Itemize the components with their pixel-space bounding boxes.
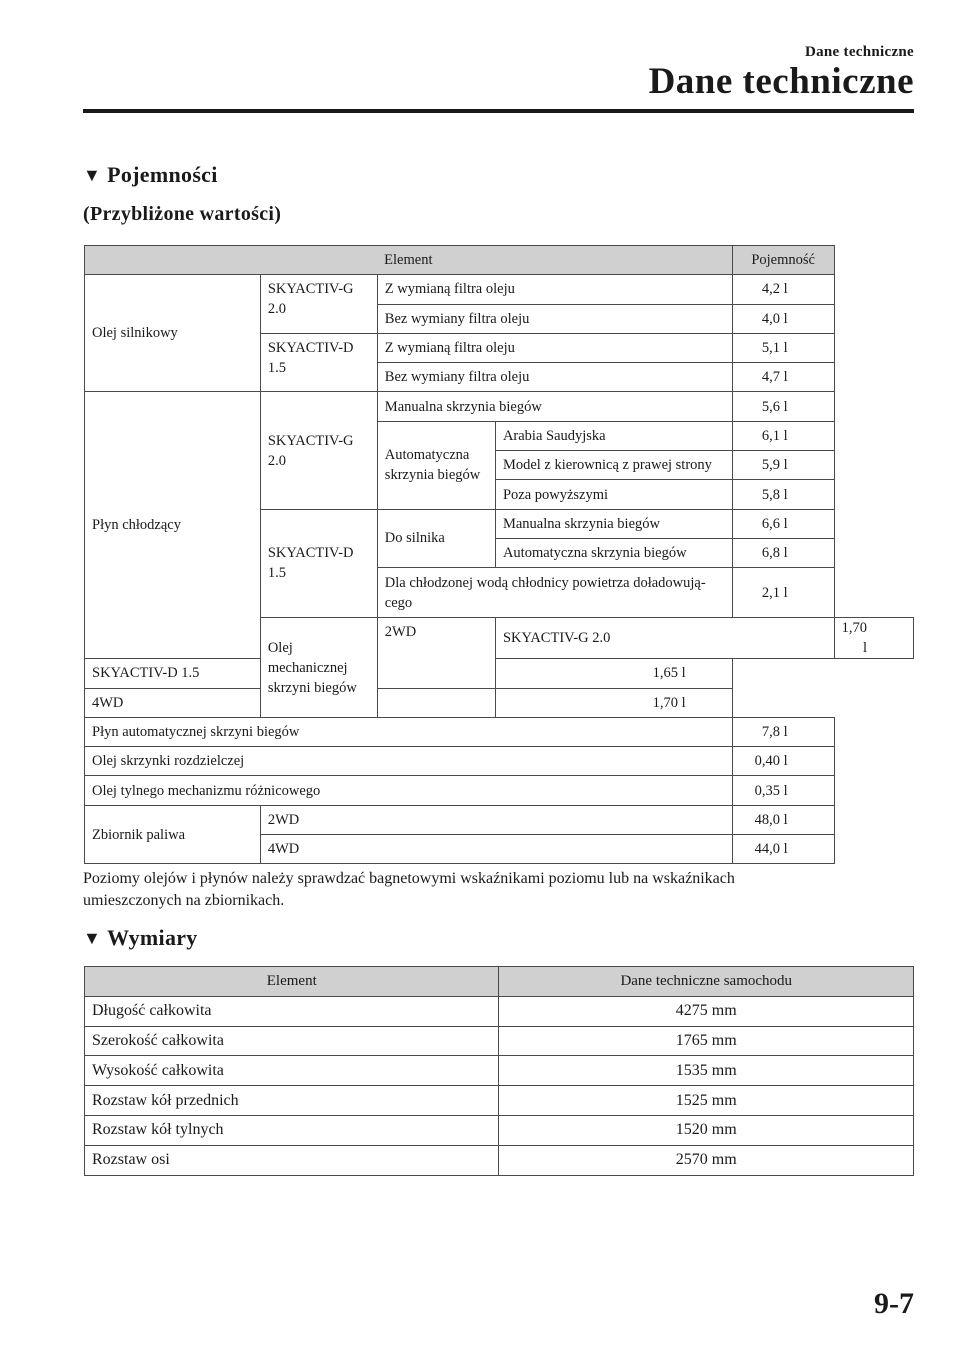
coolant-rhd-value: 5,9 l	[732, 451, 834, 480]
coolant-manual: Manualna skrzynia biegów	[377, 392, 732, 421]
coolant-saudi: Arabia Saudyjska	[495, 421, 732, 450]
coolant-engine: Do silnika	[377, 509, 495, 568]
dimensions-table	[84, 966, 914, 1176]
table-row	[85, 1145, 914, 1175]
engine-oil-d-without-value: 4,7 l	[732, 363, 834, 392]
table-row	[85, 392, 914, 421]
coolant-d-manual: Manualna skrzynia biegów	[495, 509, 732, 538]
dim-label: Wysokość całkowita	[85, 1056, 499, 1086]
engine-oil-d-with-filter: Z wymianą filtra oleju	[377, 333, 732, 362]
manual-trans-g-value: 1,70 l	[834, 618, 913, 659]
table-row	[85, 996, 914, 1026]
rear-diff-label: Olej tylnego mechanizmu różnicowego	[85, 776, 733, 805]
transfer-value: 0,40 l	[732, 747, 834, 776]
coolant-rhd: Model z kierownicą z prawej strony	[495, 451, 732, 480]
coolant-other-value: 5,8 l	[732, 480, 834, 509]
running-header-title: Dane techniczne	[648, 61, 914, 102]
triangle-bullet-icon: ▼	[83, 165, 102, 185]
dim-label: Szerokość całkowita	[85, 1026, 499, 1056]
coolant-d15: SKYACTIV-D 1.5	[260, 509, 377, 618]
table-row	[85, 688, 914, 717]
engine-oil-d15: SKYACTIV-D 1.5	[260, 333, 377, 392]
engine-oil-g20: SKYACTIV-G 2.0	[260, 275, 377, 334]
table-row	[85, 659, 914, 688]
fuel-4wd-value: 44,0 l	[732, 835, 834, 864]
engine-oil-with-filter: Z wymianą filtra oleju	[377, 275, 732, 304]
coolant-other: Poza powyższymi	[495, 480, 732, 509]
coolant-intercooler: Dla chłodzonej wodą chłodnicy powietrza doładowują- cego	[377, 568, 732, 618]
manual-trans-d: SKYACTIV-D 1.5	[85, 659, 378, 688]
table-row	[85, 1115, 914, 1145]
dim-value: 2570 mm	[499, 1145, 914, 1175]
running-header-small: Dane techniczne	[804, 44, 914, 60]
manual-trans-4wd: 4WD	[85, 688, 496, 717]
coolant-automatic: Automatyczna skrzynia biegów	[377, 421, 495, 509]
fuel-4wd: 4WD	[260, 835, 732, 864]
table-row	[85, 717, 914, 746]
fuel-2wd-value: 48,0 l	[732, 805, 834, 834]
coolant-d-auto: Automatyczna skrzynia biegów	[495, 538, 732, 567]
header-rule	[83, 109, 914, 113]
fuel-label: Zbiornik paliwa	[85, 805, 261, 864]
page-number: 9-7	[874, 1287, 914, 1320]
rear-diff-value: 0,35 l	[732, 776, 834, 805]
dim-value: 1520 mm	[499, 1115, 914, 1145]
engine-oil-d-without-filter: Bez wymiany filtra oleju	[377, 363, 732, 392]
table-row	[85, 747, 914, 776]
table-header-row	[85, 246, 914, 275]
atf-value: 7,8 l	[732, 717, 834, 746]
dim-label: Rozstaw kół tylnych	[85, 1115, 499, 1145]
coolant-label: Płyn chłodzący	[85, 392, 261, 659]
manual-trans-d-value: 1,65 l	[495, 659, 732, 688]
coolant-d-auto-value: 6,8 l	[732, 538, 834, 567]
engine-oil-d-with-value: 5,1 l	[732, 333, 834, 362]
table-header-row	[85, 967, 914, 997]
col-element: Element	[85, 967, 499, 997]
dim-value: 1765 mm	[499, 1026, 914, 1056]
capacities-table	[84, 245, 914, 864]
capacities-heading	[83, 162, 218, 188]
table-row	[85, 1026, 914, 1056]
col-element: Element	[85, 246, 733, 275]
engine-oil-label: Olej silnikowy	[85, 275, 261, 392]
manual-trans-4wd-value: 1,70 l	[495, 688, 732, 717]
capacities-title: Pojemności	[107, 162, 218, 187]
dimensions-heading	[83, 925, 198, 951]
engine-oil-g-without-value: 4,0 l	[732, 304, 834, 333]
capacities-subtitle: (Przybliżone wartości)	[83, 203, 282, 225]
coolant-g20: SKYACTIV-G 2.0	[260, 392, 377, 509]
table-row	[85, 805, 914, 834]
manual-trans-2wd: 2WD	[377, 618, 495, 688]
manual-trans-g: SKYACTIV-G 2.0	[495, 618, 834, 659]
coolant-saudi-value: 6,1 l	[732, 421, 834, 450]
coolant-d-manual-value: 6,6 l	[732, 509, 834, 538]
table-row	[85, 1086, 914, 1116]
transfer-label: Olej skrzynki rozdzielczej	[85, 747, 733, 776]
fuel-2wd: 2WD	[260, 805, 732, 834]
table-row	[85, 1056, 914, 1086]
capacities-note: Poziomy olejów i płynów należy sprawdzać bagnetowymi wskaźnikami poziomu lub na wskaźnikach umieszczonych na zbiornikach.	[83, 870, 735, 909]
dim-label: Rozstaw kół przednich	[85, 1086, 499, 1116]
engine-oil-g-with-value: 4,2 l	[732, 275, 834, 304]
dim-label: Długość całkowita	[85, 996, 499, 1026]
dim-label: Rozstaw osi	[85, 1145, 499, 1175]
col-spec: Dane techniczne samochodu	[499, 967, 914, 997]
dim-value: 1525 mm	[499, 1086, 914, 1116]
engine-oil-without-filter: Bez wymiany filtra oleju	[377, 304, 732, 333]
col-capacity: Pojemność	[732, 246, 834, 275]
dim-value: 4275 mm	[499, 996, 914, 1026]
table-row	[85, 275, 914, 304]
table-row	[85, 776, 914, 805]
manual-trans-label: Olej mechanicznej skrzyni biegów	[260, 618, 377, 718]
dimensions-title: Wymiary	[107, 925, 198, 950]
dim-value: 1535 mm	[499, 1056, 914, 1086]
atf-label: Płyn automatycznej skrzyni biegów	[85, 717, 733, 746]
coolant-manual-value: 5,6 l	[732, 392, 834, 421]
triangle-bullet-icon: ▼	[83, 928, 102, 948]
coolant-intercooler-value: 2,1 l	[732, 568, 834, 618]
